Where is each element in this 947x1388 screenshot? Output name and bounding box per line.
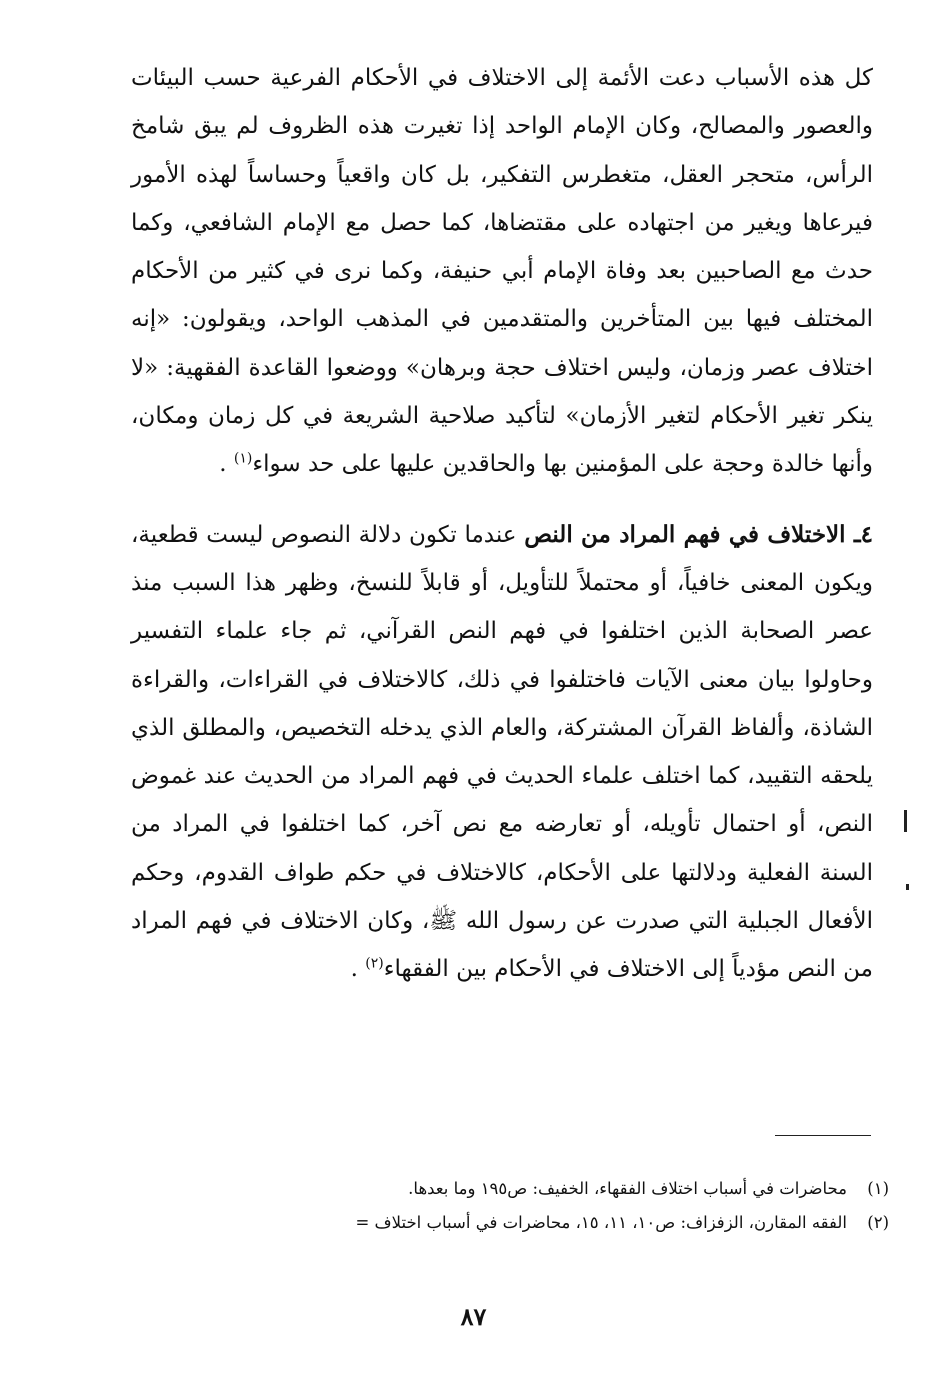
footnote-1	[97, 1172, 889, 1206]
footnote-marker: (١)	[867, 1179, 889, 1198]
paragraph-2-end: .	[350, 956, 366, 983]
footnote-marker: (٢)	[867, 1213, 889, 1232]
margin-mark	[906, 884, 909, 890]
footnote-ref-1: (١)	[233, 450, 253, 467]
footnote-text: محاضرات في أسباب اختلاف الفقهاء، الخفيف: ص١٩٥ وما بعدها.	[408, 1179, 847, 1198]
margin-mark	[904, 810, 907, 832]
footnote-ref-2: (٢)	[365, 955, 384, 972]
main-text	[131, 54, 873, 994]
footnote-2	[97, 1206, 889, 1240]
paragraph-1-end: .	[219, 451, 234, 478]
page-number: ٨٧	[460, 1302, 487, 1331]
paragraph-2-text: عندما تكون دلالة النصوص ليست قطعية، ويكون المعنى خافياً، أو محتملاً للتأويل، أو قابلاً للنسخ، وظهر هذا السبب منذ عصر الصحابة الذين اختلفوا في فهم النص القرآني، ثم جاء علماء التفسير وحاولوا بيان معنى الآيات فاختلفوا في ذلك، كالاختلاف في القراءات، والقراءة الشاذة، وألفاظ القرآن المشتركة، والعام الذي يدخله التخصيص، والمطلق الذي يلحقه التقييد، كما اختلف علماء الحديث في فهم المراد من الحديث عند غموض النص، أو احتمال تأويله، أو تعارضه مع نص آخر، كما اختلفوا في المراد من السنة الفعلية ودلالتها على الأحكام، كالاختلاف في حكم طواف القدوم، وحكم الأفعال الجبلية التي صدرت عن رسول الله ﷺ، وكان الاختلاف في فهم المراد من النص مؤدياً إلى الاختلاف في الأحكام بين الفقهاء	[131, 521, 873, 983]
footnote-divider	[775, 1135, 871, 1136]
paragraph-2-number: ٤ـ	[845, 520, 874, 548]
paragraph-1	[131, 54, 873, 489]
paragraph-2-heading: الاختلاف في فهم المراد من النص	[524, 520, 846, 548]
paragraph-2	[131, 511, 873, 994]
paragraph-1-text: كل هذه الأسباب دعت الأئمة إلى الاختلاف في الأحكام الفرعية حسب البيئات والعصور والمصالح، وكان الإمام الواحد إذا تغيرت هذه الظروف لم يبق شامخ الرأس، متحجر العقل، متغطرس التفكير، بل كان واقعياً وحساساً لهذه الأمور فيرعاها ويغير من اجتهاده على مقتضاها، كما حصل مع الإمام الشافعي، وكما حدث مع الصاحبين بعد وفاة الإمام أبي حنيفة، وكما نرى في كثير من الأحكام المختلف فيها بين المتأخرين والمتقدمين في المذهب الواحد، ويقولون: «إنه اختلاف عصر وزمان، وليس اختلاف حجة وبرهان» ووضعوا القاعدة الفقهية: «لا ينكر تغير الأحكام لتغير الأزمان» لتأكيد صلاحية الشريعة في كل زمان ومكان، وأنها خالدة وحجة على المؤمنين بها والحاقدين عليها على حد سواء	[131, 65, 873, 478]
footnote-text: الفقه المقارن، الزفزاف: ص١٠، ١١، ١٥، محاضرات في أسباب اختلاف =	[355, 1213, 847, 1232]
footnotes	[97, 1172, 889, 1240]
